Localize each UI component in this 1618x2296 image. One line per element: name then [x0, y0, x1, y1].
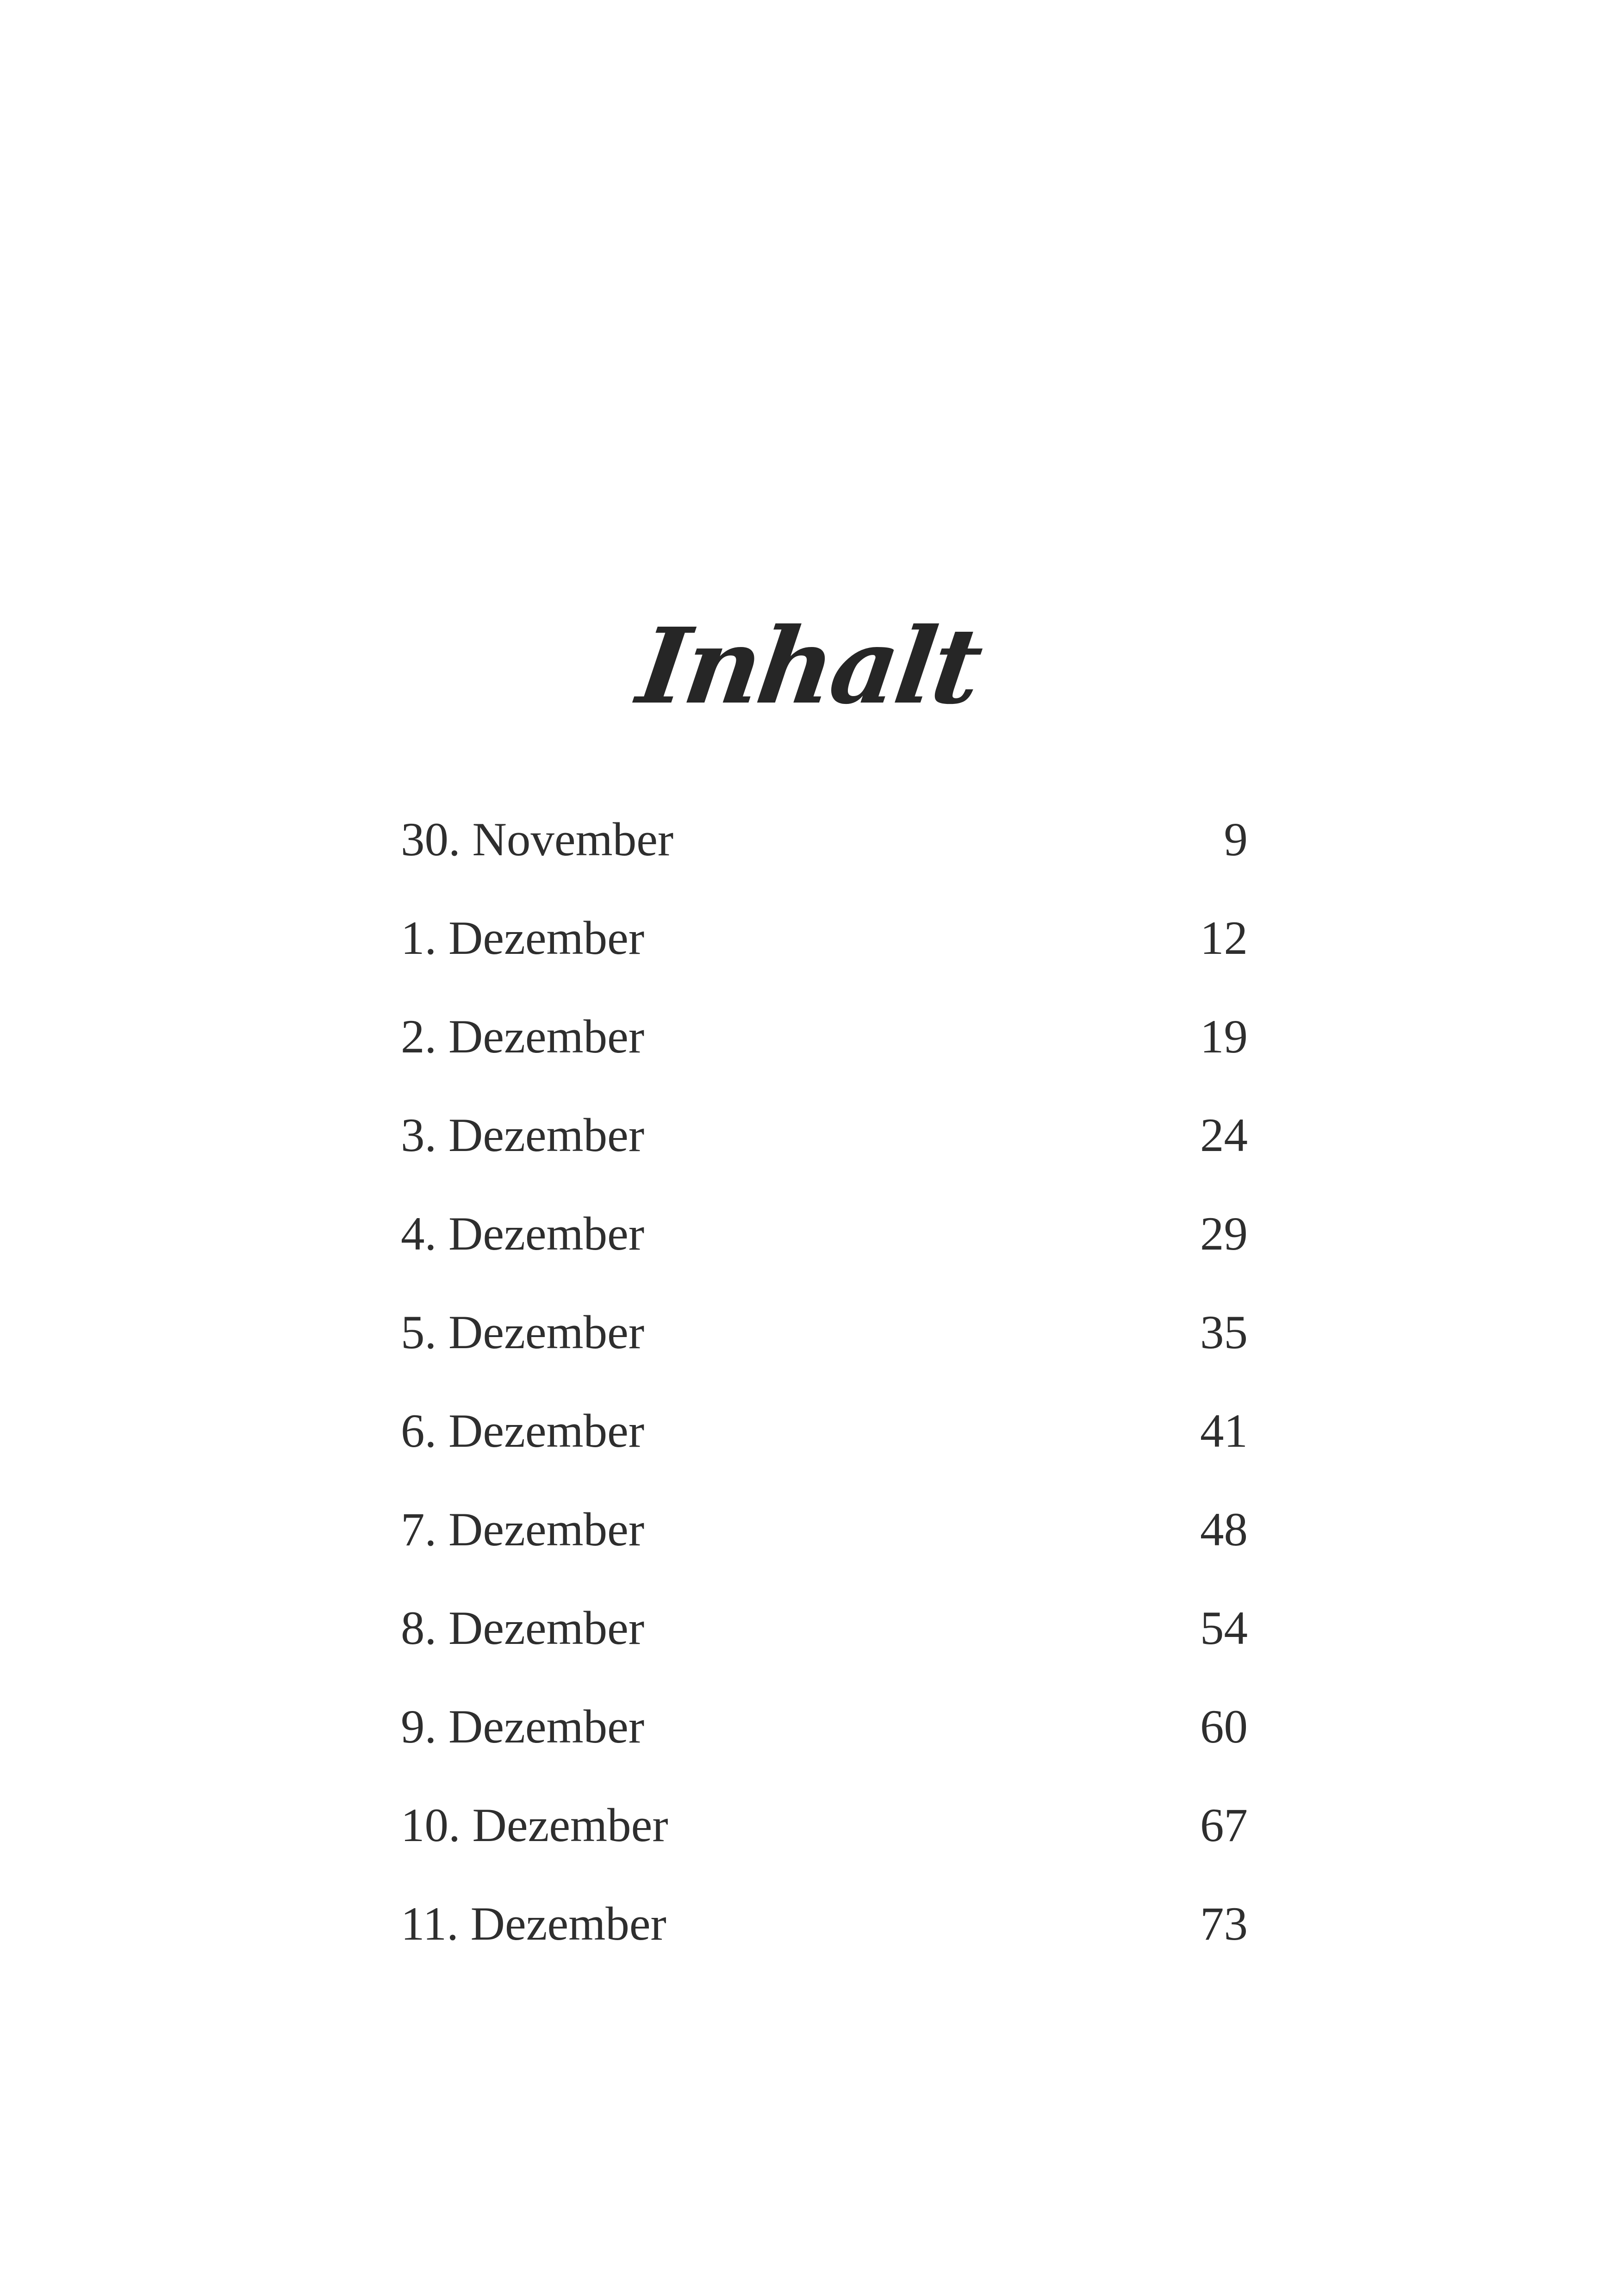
table-of-contents: [401, 790, 1248, 1973]
toc-entry: [401, 1086, 1248, 1185]
toc-entry: [401, 1382, 1248, 1481]
toc-entry-page: 54: [1200, 1602, 1248, 1655]
toc-entry: [401, 1283, 1248, 1382]
toc-entry-label: 9. Dezember: [401, 1700, 645, 1753]
toc-entry: [401, 1579, 1248, 1678]
toc-entry: [401, 1185, 1248, 1283]
toc-entry-page: 73: [1200, 1898, 1248, 1950]
toc-entry-page: 41: [1200, 1405, 1248, 1457]
page-title: Inhalt: [631, 605, 987, 728]
toc-entry-label: 4. Dezember: [401, 1207, 645, 1260]
toc-entry-page: 19: [1200, 1010, 1248, 1063]
toc-entry: [401, 988, 1248, 1086]
toc-entry: [401, 889, 1248, 988]
toc-entry-page: 12: [1200, 912, 1248, 964]
toc-entry-label: 30. November: [401, 813, 674, 866]
toc-entry-label: 1. Dezember: [401, 912, 645, 964]
toc-entry-label: 10. Dezember: [401, 1799, 668, 1852]
toc-entry-page: 67: [1200, 1799, 1248, 1852]
toc-entry-label: 5. Dezember: [401, 1306, 645, 1359]
toc-entry-page: 29: [1200, 1207, 1248, 1260]
toc-entry-label: 11. Dezember: [401, 1898, 666, 1950]
toc-entry: [401, 1481, 1248, 1579]
toc-entry: [401, 790, 1248, 889]
toc-entry-page: 48: [1200, 1503, 1248, 1556]
toc-entry-page: 9: [1224, 813, 1248, 866]
toc-entry-page: 35: [1200, 1306, 1248, 1359]
toc-entry-page: 24: [1200, 1109, 1248, 1162]
toc-entry-label: 6. Dezember: [401, 1405, 645, 1457]
toc-entry-label: 7. Dezember: [401, 1503, 645, 1556]
toc-entry-label: 2. Dezember: [401, 1010, 645, 1063]
toc-entry-page: 60: [1200, 1700, 1248, 1753]
toc-entry-label: 3. Dezember: [401, 1109, 645, 1162]
toc-entry: [401, 1875, 1248, 1973]
toc-entry-label: 8. Dezember: [401, 1602, 645, 1655]
toc-entry: [401, 1776, 1248, 1875]
toc-entry: [401, 1678, 1248, 1776]
